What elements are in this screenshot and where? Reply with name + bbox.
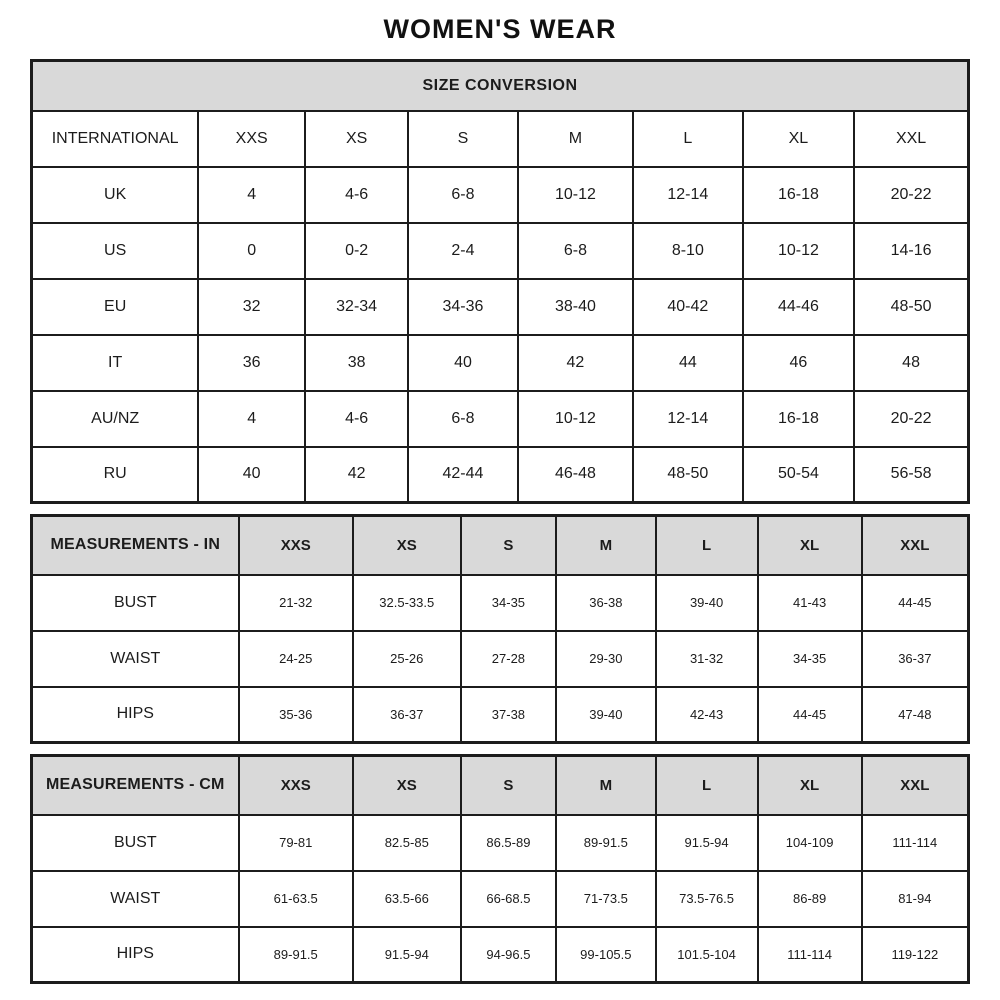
measurements-in-title: MEASUREMENTS - IN xyxy=(32,516,239,575)
table-row xyxy=(32,756,969,815)
row-label-cell: WAIST xyxy=(32,871,239,927)
value-cell: 4 xyxy=(198,391,305,447)
value-cell: 81-94 xyxy=(862,871,969,927)
value-cell: 37-38 xyxy=(461,687,557,743)
value-cell: 86.5-89 xyxy=(461,815,557,871)
value-cell: 0-2 xyxy=(305,223,408,279)
value-cell: 119-122 xyxy=(862,927,969,983)
row-label-cell: BUST xyxy=(32,815,239,871)
value-cell: 39-40 xyxy=(556,687,655,743)
value-cell: 39-40 xyxy=(656,575,758,631)
value-cell: 4-6 xyxy=(305,167,408,223)
value-cell: 4 xyxy=(198,167,305,223)
measurements-cm-table xyxy=(30,754,970,984)
value-cell: 34-35 xyxy=(758,631,862,687)
value-cell: 48-50 xyxy=(854,279,968,335)
value-cell: 40 xyxy=(408,335,518,391)
value-cell: 16-18 xyxy=(743,167,855,223)
table-row xyxy=(32,815,969,871)
measurements-cm-title: MEASUREMENTS - CM xyxy=(32,756,239,815)
value-cell: 71-73.5 xyxy=(556,871,655,927)
table-row xyxy=(32,223,969,279)
value-cell: 66-68.5 xyxy=(461,871,557,927)
col-header-cell: XL xyxy=(743,111,855,167)
table-row xyxy=(32,631,969,687)
row-label-cell: IT xyxy=(32,335,199,391)
value-cell: 44-45 xyxy=(758,687,862,743)
value-cell: 99-105.5 xyxy=(556,927,655,983)
col-header-cell: XXS xyxy=(198,111,305,167)
row-label-cell: WAIST xyxy=(32,631,239,687)
value-cell: 44-46 xyxy=(743,279,855,335)
value-cell: 32 xyxy=(198,279,305,335)
table-row xyxy=(32,61,969,111)
value-cell: 42-43 xyxy=(656,687,758,743)
row-label-cell: UK xyxy=(32,167,199,223)
col-header-cell: XL xyxy=(758,516,862,575)
col-header-cell: M xyxy=(556,516,655,575)
table-row xyxy=(32,927,969,983)
col-header-cell: L xyxy=(656,516,758,575)
col-header-cell: M xyxy=(556,756,655,815)
table-row xyxy=(32,167,969,223)
row-label-cell: EU xyxy=(32,279,199,335)
value-cell: 48 xyxy=(854,335,968,391)
value-cell: 0 xyxy=(198,223,305,279)
value-cell: 73.5-76.5 xyxy=(656,871,758,927)
value-cell: 44-45 xyxy=(862,575,969,631)
value-cell: 31-32 xyxy=(656,631,758,687)
value-cell: 24-25 xyxy=(239,631,353,687)
value-cell: 34-35 xyxy=(461,575,557,631)
value-cell: 50-54 xyxy=(743,447,855,503)
value-cell: 36-37 xyxy=(353,687,461,743)
row-label-cell: HIPS xyxy=(32,687,239,743)
value-cell: 21-32 xyxy=(239,575,353,631)
value-cell: 6-8 xyxy=(408,167,518,223)
value-cell: 46-48 xyxy=(518,447,633,503)
value-cell: 4-6 xyxy=(305,391,408,447)
value-cell: 63.5-66 xyxy=(353,871,461,927)
col-header-cell: XXL xyxy=(854,111,968,167)
page-title: WOMEN'S WEAR xyxy=(383,14,617,44)
value-cell: 40 xyxy=(198,447,305,503)
value-cell: 89-91.5 xyxy=(239,927,353,983)
value-cell: 42 xyxy=(518,335,633,391)
table-row xyxy=(32,111,969,167)
value-cell: 25-26 xyxy=(353,631,461,687)
value-cell: 48-50 xyxy=(633,447,743,503)
col-header-cell: XS xyxy=(353,756,461,815)
col-header-cell: M xyxy=(518,111,633,167)
table-row xyxy=(32,687,969,743)
value-cell: 27-28 xyxy=(461,631,557,687)
value-cell: 79-81 xyxy=(239,815,353,871)
value-cell: 42 xyxy=(305,447,408,503)
size-conversion-title: SIZE CONVERSION xyxy=(32,61,969,111)
value-cell: 32-34 xyxy=(305,279,408,335)
value-cell: 36-37 xyxy=(862,631,969,687)
row-label-cell: US xyxy=(32,223,199,279)
measurements-in-table xyxy=(30,514,970,744)
value-cell: 12-14 xyxy=(633,391,743,447)
value-cell: 41-43 xyxy=(758,575,862,631)
value-cell: 20-22 xyxy=(854,167,968,223)
table-row xyxy=(32,279,969,335)
value-cell: 61-63.5 xyxy=(239,871,353,927)
size-conversion-table xyxy=(30,59,970,504)
value-cell: 10-12 xyxy=(518,167,633,223)
value-cell: 38-40 xyxy=(518,279,633,335)
col-header-cell: XS xyxy=(353,516,461,575)
value-cell: 104-109 xyxy=(758,815,862,871)
value-cell: 91.5-94 xyxy=(656,815,758,871)
value-cell: 86-89 xyxy=(758,871,862,927)
value-cell: 14-16 xyxy=(854,223,968,279)
value-cell: 38 xyxy=(305,335,408,391)
value-cell: 16-18 xyxy=(743,391,855,447)
value-cell: 36-38 xyxy=(556,575,655,631)
col-header-cell: XXS xyxy=(239,516,353,575)
value-cell: 10-12 xyxy=(518,391,633,447)
col-header-cell: XXL xyxy=(862,516,969,575)
value-cell: 20-22 xyxy=(854,391,968,447)
value-cell: 32.5-33.5 xyxy=(353,575,461,631)
value-cell: 111-114 xyxy=(862,815,969,871)
value-cell: 56-58 xyxy=(854,447,968,503)
value-cell: 40-42 xyxy=(633,279,743,335)
value-cell: 101.5-104 xyxy=(656,927,758,983)
col-header-cell: INTERNATIONAL xyxy=(32,111,199,167)
value-cell: 82.5-85 xyxy=(353,815,461,871)
col-header-cell: XL xyxy=(758,756,862,815)
table-row xyxy=(32,335,969,391)
table-row xyxy=(32,871,969,927)
value-cell: 46 xyxy=(743,335,855,391)
col-header-cell: XS xyxy=(305,111,408,167)
value-cell: 36 xyxy=(198,335,305,391)
table-row xyxy=(32,516,969,575)
value-cell: 44 xyxy=(633,335,743,391)
table-row xyxy=(32,575,969,631)
row-label-cell: HIPS xyxy=(32,927,239,983)
value-cell: 34-36 xyxy=(408,279,518,335)
col-header-cell: XXL xyxy=(862,756,969,815)
col-header-cell: XXS xyxy=(239,756,353,815)
row-label-cell: BUST xyxy=(32,575,239,631)
value-cell: 47-48 xyxy=(862,687,969,743)
value-cell: 89-91.5 xyxy=(556,815,655,871)
value-cell: 35-36 xyxy=(239,687,353,743)
value-cell: 6-8 xyxy=(408,391,518,447)
row-label-cell: RU xyxy=(32,447,199,503)
col-header-cell: L xyxy=(656,756,758,815)
value-cell: 29-30 xyxy=(556,631,655,687)
value-cell: 12-14 xyxy=(633,167,743,223)
col-header-cell: S xyxy=(461,756,557,815)
value-cell: 2-4 xyxy=(408,223,518,279)
col-header-cell: S xyxy=(408,111,518,167)
row-label-cell: AU/NZ xyxy=(32,391,199,447)
value-cell: 94-96.5 xyxy=(461,927,557,983)
value-cell: 8-10 xyxy=(633,223,743,279)
value-cell: 91.5-94 xyxy=(353,927,461,983)
col-header-cell: L xyxy=(633,111,743,167)
value-cell: 10-12 xyxy=(743,223,855,279)
value-cell: 111-114 xyxy=(758,927,862,983)
value-cell: 6-8 xyxy=(518,223,633,279)
table-row xyxy=(32,391,969,447)
col-header-cell: S xyxy=(461,516,557,575)
table-row xyxy=(32,447,969,503)
value-cell: 42-44 xyxy=(408,447,518,503)
